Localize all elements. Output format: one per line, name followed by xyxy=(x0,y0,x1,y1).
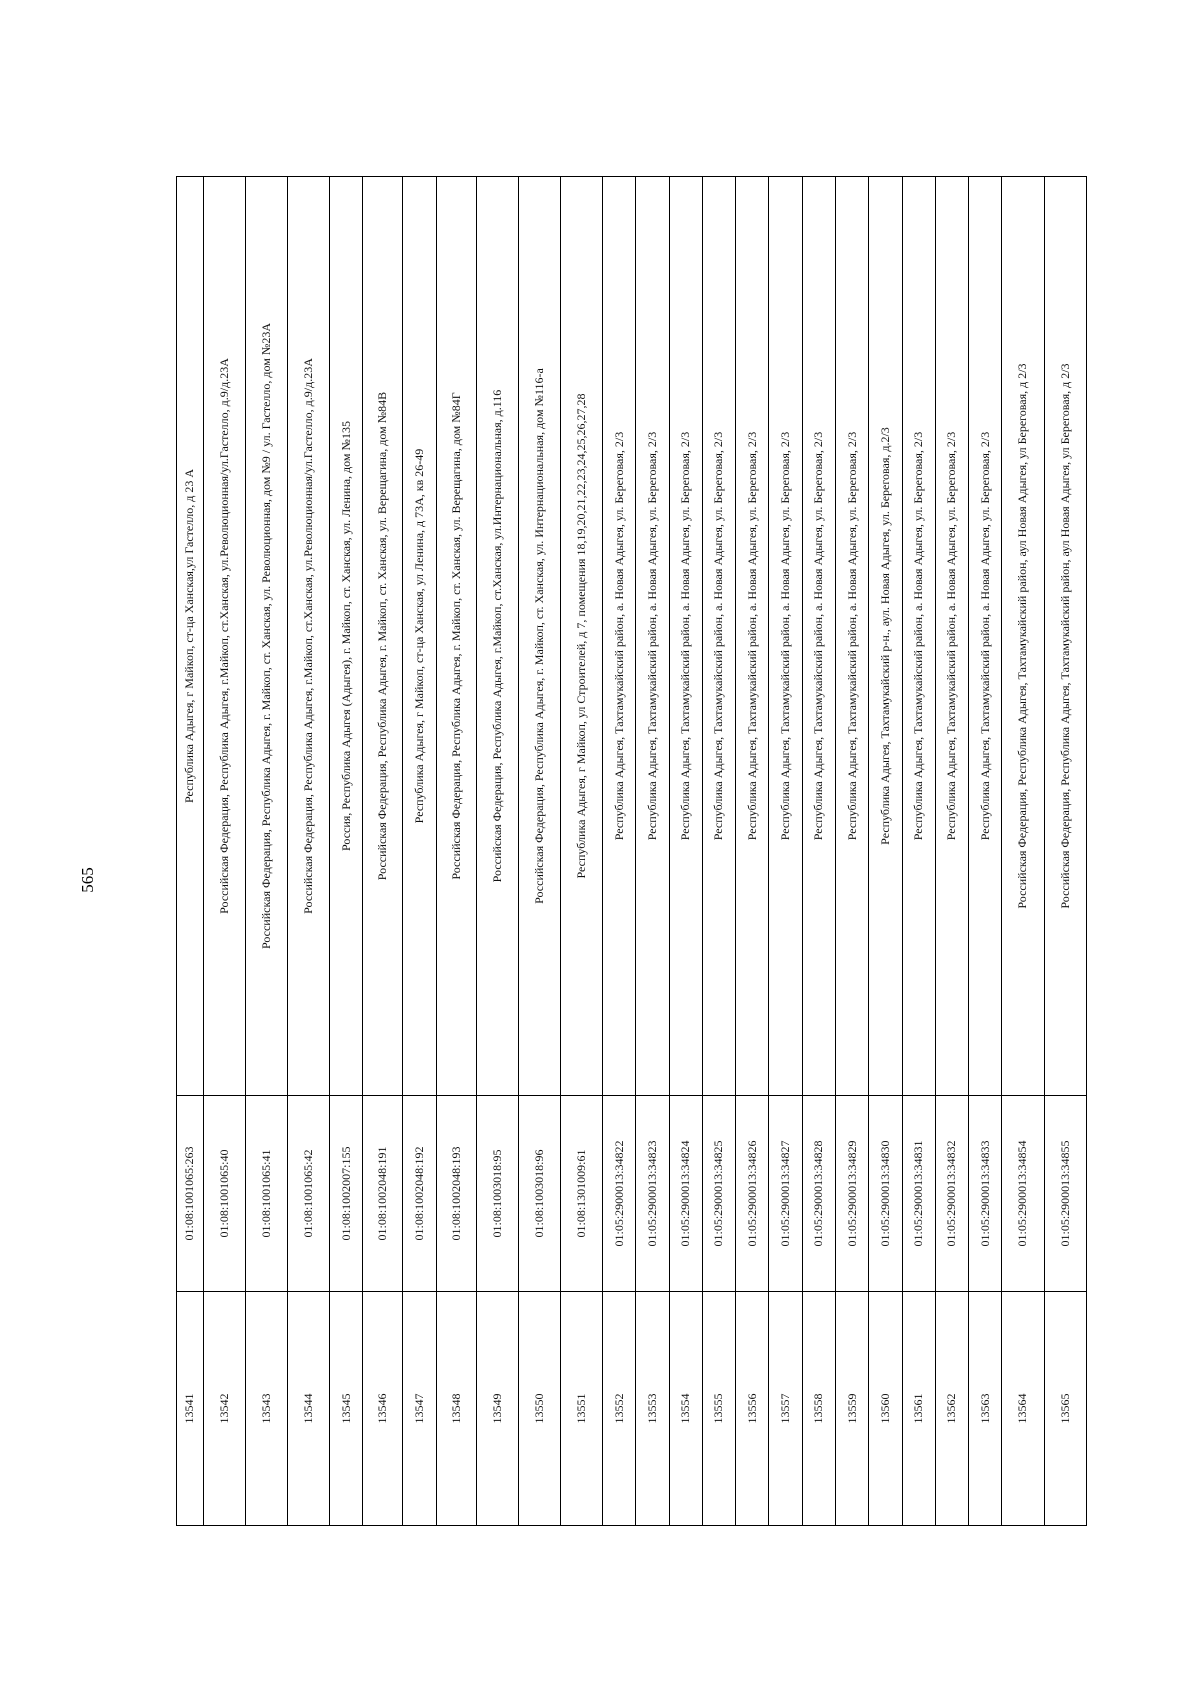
cadastral-number: 01:05:2900013:34827 xyxy=(769,1096,802,1292)
table-row xyxy=(669,177,702,1526)
address: Республика Адыгея, г Майкоп, ст-ца Ханская, ул Ленина, д 73А, кв 26-49 xyxy=(403,177,436,1096)
address: Российская Федерация, Республика Адыгея, г. Майкоп, ст. Ханская, ул. Революционная, дом №9 / ул. Гастелло, дом №23А xyxy=(245,177,287,1096)
table-row xyxy=(518,177,560,1526)
row-number: 13557 xyxy=(769,1292,802,1526)
address: Республика Адыгея, Тахтамукайский р-н., аул. Новая Адыгея, ул. Береговая, д.2/3 xyxy=(869,177,902,1096)
address: Республика Адыгея, Тахтамукайский район, а. Новая Адыгея, ул. Береговая, 2/3 xyxy=(603,177,636,1096)
table-row xyxy=(802,177,835,1526)
table-row xyxy=(363,177,403,1526)
table-row xyxy=(476,177,518,1526)
address: Республика Адыгея, Тахтамукайский район, а. Новая Адыгея, ул. Береговая, 2/3 xyxy=(969,177,1002,1096)
row-number: 13553 xyxy=(636,1292,669,1526)
address: Российская Федерация, Республика Адыгея, г. Майкоп, ст. Ханская, ул. Интернациональная, дом №116-а xyxy=(518,177,560,1096)
cadastral-number: 01:08:1002048:191 xyxy=(363,1096,403,1292)
row-number: 13548 xyxy=(436,1292,476,1526)
table-row xyxy=(935,177,968,1526)
table-row xyxy=(636,177,669,1526)
cadastral-number: 01:08:1002007:155 xyxy=(330,1096,363,1292)
address: Республика Адыгея, Тахтамукайский район, а. Новая Адыгея, ул. Береговая, 2/3 xyxy=(935,177,968,1096)
table-row xyxy=(330,177,363,1526)
address: Республика Адыгея, Тахтамукайский район, а. Новая Адыгея, ул. Береговая, 2/3 xyxy=(835,177,868,1096)
cadastral-number: 01:05:2900013:34830 xyxy=(869,1096,902,1292)
address: Россия, Республика Адыгея (Адыгея), г. Майкоп, ст. Ханская, ул. Ленина, дом №135 xyxy=(330,177,363,1096)
register-table-rotated xyxy=(176,176,1087,1526)
table-row xyxy=(969,177,1002,1526)
cadastral-number: 01:05:2900013:34828 xyxy=(802,1096,835,1292)
cadastral-number: 01:05:2900013:34823 xyxy=(636,1096,669,1292)
table-row xyxy=(702,177,735,1526)
address: Российская Федерация, Республика Адыгея, г.Майкоп, ст.Ханская, ул.Революционная/ул.Гастелло, д.9/д.23А xyxy=(287,177,329,1096)
address: Российская Федерация, Республика Адыгея, Тахтамукайский район, аул Новая Адыгея, ул Береговая, д 2/3 xyxy=(1044,177,1086,1096)
cadastral-number: 01:08:1001065:40 xyxy=(203,1096,245,1292)
row-number: 13555 xyxy=(702,1292,735,1526)
address: Республика Адыгея, г Майкоп, ул Строителей, д 7, помещения 18,19,20,21,22,23,24,25,26,27,28 xyxy=(560,177,602,1096)
address: Республика Адыгея, Тахтамукайский район, а. Новая Адыгея, ул. Береговая, 2/3 xyxy=(769,177,802,1096)
cadastral-number: 01:08:1301009:61 xyxy=(560,1096,602,1292)
table-row xyxy=(1002,177,1044,1526)
address: Республика Адыгея, Тахтамукайский район, а. Новая Адыгея, ул. Береговая, 2/3 xyxy=(736,177,769,1096)
row-number: 13552 xyxy=(603,1292,636,1526)
row-number: 13559 xyxy=(835,1292,868,1526)
address: Республика Адыгея, Тахтамукайский район, а. Новая Адыгея, ул. Береговая, 2/3 xyxy=(636,177,669,1096)
address: Российская Федерация, Республика Адыгея, Тахтамукайский район, аул Новая Адыгея, ул Береговая, д 2/3 xyxy=(1002,177,1044,1096)
table-row xyxy=(835,177,868,1526)
row-number: 13565 xyxy=(1044,1292,1086,1526)
row-number: 13545 xyxy=(330,1292,363,1526)
address: Республика Адыгея, Тахтамукайский район, а. Новая Адыгея, ул. Береговая, 2/3 xyxy=(802,177,835,1096)
address: Российская Федерация, Республика Адыгея, г. Майкоп, ст. Ханская, ул. Верещагина, дом №84В xyxy=(363,177,403,1096)
cadastral-number: 01:05:2900013:34855 xyxy=(1044,1096,1086,1292)
cadastral-number: 01:08:1001065:42 xyxy=(287,1096,329,1292)
row-number: 13563 xyxy=(969,1292,1002,1526)
table-row xyxy=(869,177,902,1526)
row-number: 13562 xyxy=(935,1292,968,1526)
row-number: 13544 xyxy=(287,1292,329,1526)
table-row xyxy=(436,177,476,1526)
row-number: 13556 xyxy=(736,1292,769,1526)
table-row xyxy=(203,177,245,1526)
cadastral-number: 01:08:1001065:41 xyxy=(245,1096,287,1292)
cadastral-number: 01:05:2900013:34825 xyxy=(702,1096,735,1292)
cadastral-number: 01:08:1003018:95 xyxy=(476,1096,518,1292)
table-row xyxy=(603,177,636,1526)
table-row xyxy=(403,177,436,1526)
cadastral-number: 01:08:1002048:193 xyxy=(436,1096,476,1292)
table-row xyxy=(287,177,329,1526)
row-number: 13550 xyxy=(518,1292,560,1526)
table-row xyxy=(245,177,287,1526)
register-table-body xyxy=(177,177,1087,1526)
table-row xyxy=(769,177,802,1526)
row-number: 13560 xyxy=(869,1292,902,1526)
row-number: 13549 xyxy=(476,1292,518,1526)
cadastral-number: 01:05:2900013:34833 xyxy=(969,1096,1002,1292)
row-number: 13561 xyxy=(902,1292,935,1526)
address: Республика Адыгея, Тахтамукайский район, а. Новая Адыгея, ул. Береговая, 2/3 xyxy=(702,177,735,1096)
cadastral-number: 01:08:1003018:96 xyxy=(518,1096,560,1292)
cadastral-number: 01:05:2900013:34822 xyxy=(603,1096,636,1292)
address: Российская Федерация, Республика Адыгея, г. Майкоп, ст. Ханская, ул. Верещагина, дом №84Г xyxy=(436,177,476,1096)
cadastral-number: 01:05:2900013:34826 xyxy=(736,1096,769,1292)
address: Российская Федерация, Республика Адыгея, г.Майкоп, ст.Ханская, ул.Интернациональная, д.116 xyxy=(476,177,518,1096)
row-number: 13543 xyxy=(245,1292,287,1526)
cadastral-number: 01:05:2900013:34824 xyxy=(669,1096,702,1292)
table-row xyxy=(177,177,204,1526)
row-number: 13547 xyxy=(403,1292,436,1526)
cadastral-number: 01:05:2900013:34832 xyxy=(935,1096,968,1292)
page-number: 565 xyxy=(78,867,97,893)
table-row xyxy=(902,177,935,1526)
cadastral-number: 01:08:1002048:192 xyxy=(403,1096,436,1292)
address: Российская Федерация, Республика Адыгея, г.Майкоп, ст.Ханская, ул.Революционная/ул.Гастелло, д.9/д.23А xyxy=(203,177,245,1096)
address: Республика Адыгея, Тахтамукайский район, а. Новая Адыгея, ул. Береговая, 2/3 xyxy=(902,177,935,1096)
table-row xyxy=(1044,177,1086,1526)
address: Республика Адыгея, г Майкоп, ст-ца Ханская,ул Гастелло, д 23 А xyxy=(177,177,204,1096)
row-number: 13554 xyxy=(669,1292,702,1526)
row-number: 13546 xyxy=(363,1292,403,1526)
row-number: 13564 xyxy=(1002,1292,1044,1526)
cadastral-number: 01:05:2900013:34831 xyxy=(902,1096,935,1292)
table-row xyxy=(736,177,769,1526)
cadastral-number: 01:08:1001065:263 xyxy=(177,1096,204,1292)
register-table xyxy=(176,176,1087,1526)
table-row xyxy=(560,177,602,1526)
row-number: 13541 xyxy=(177,1292,204,1526)
address: Республика Адыгея, Тахтамукайский район, а. Новая Адыгея, ул. Береговая, 2/3 xyxy=(669,177,702,1096)
row-number: 13558 xyxy=(802,1292,835,1526)
cadastral-number: 01:05:2900013:34854 xyxy=(1002,1096,1044,1292)
row-number: 13542 xyxy=(203,1292,245,1526)
cadastral-number: 01:05:2900013:34829 xyxy=(835,1096,868,1292)
row-number: 13551 xyxy=(560,1292,602,1526)
